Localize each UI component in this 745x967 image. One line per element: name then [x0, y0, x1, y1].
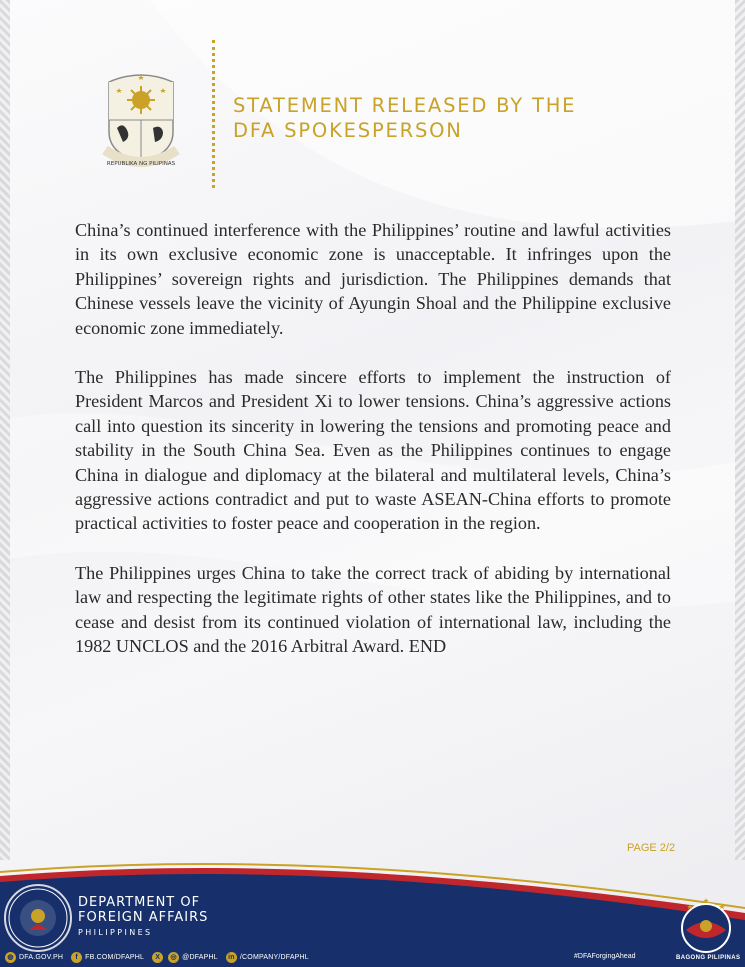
linkedin-link[interactable]: in /COMPANY/DFAPHL [226, 952, 309, 963]
header-divider [212, 40, 215, 188]
facebook-icon: f [71, 952, 82, 963]
page-title [233, 93, 576, 143]
left-decorative-border [0, 0, 10, 860]
bagong-pilipinas-logo [676, 896, 736, 954]
facebook-link[interactable]: f FB.COM/DFAPHL [71, 952, 144, 963]
x-twitter-icon: X [152, 952, 163, 963]
hashtag: #DFAForgingAhead [574, 953, 636, 960]
dept-line-3: PHILIPPINES [78, 928, 153, 937]
paragraph-1: China’s continued interference with the Philippines’ routine and lawful activities in its own exclusive economic zone is unacceptable. It infringes upon the Philippines’ sovereign rights and jurisdiction. The Philippines demands that Chinese vessels leave the vicinity of Ayungin Shoal and the Philippine exclusive economic zone immediately. [75, 220, 671, 338]
title-line-2: DFA SPOKESPERSON [233, 119, 463, 142]
brand-text: BAGONG PILIPINAS [676, 955, 741, 961]
title-line-1: STATEMENT RELEASED BY THE [233, 94, 577, 117]
right-decorative-border [735, 0, 745, 860]
department-name [78, 895, 208, 940]
linkedin-icon: in [226, 952, 237, 963]
page-number: PAGE 2/2 [627, 842, 676, 854]
seal-arc-text: REPUBLIKA NG PILIPINAS [106, 161, 176, 167]
philippine-seal-logo [95, 62, 187, 172]
dept-line-2: FOREIGN AFFAIRS [78, 910, 209, 925]
instagram-link[interactable]: ◎ @DFAPHL [168, 952, 218, 963]
paragraph-3: The Philippines urges China to take the correct track of abiding by international law and respecting the legitimate rights of other states like the Philippines, and to cease and desist from its continued violation of international law, including the 1982 UNCLOS and the 2016 Arbitral Award. END [75, 562, 671, 657]
dfa-seal-logo [4, 884, 72, 952]
dept-line-1: DEPARTMENT OF [78, 895, 201, 910]
x-twitter-link[interactable] [152, 952, 166, 963]
globe-icon: ◍ [5, 952, 16, 963]
instagram-icon: ◎ [168, 952, 179, 963]
social-links [5, 950, 317, 964]
statement-body [75, 218, 671, 684]
website-link[interactable]: ◍ DFA.GOV.PH [5, 952, 63, 963]
paragraph-2: The Philippines has made sincere efforts to implement the instruction of President Marcos and President Xi to lower tensions. China’s aggressive actions call into question its sincerity in lowering the tensions and promoting peace and stability in the South China Sea. Even as the Philippines continues to engage China in dialogue and diplomacy at the bilateral and multilateral levels, China’s aggressive actions contradict and put to waste ASEAN-China efforts to promote practical activities to foster peace and cooperation in the region. [75, 367, 671, 534]
